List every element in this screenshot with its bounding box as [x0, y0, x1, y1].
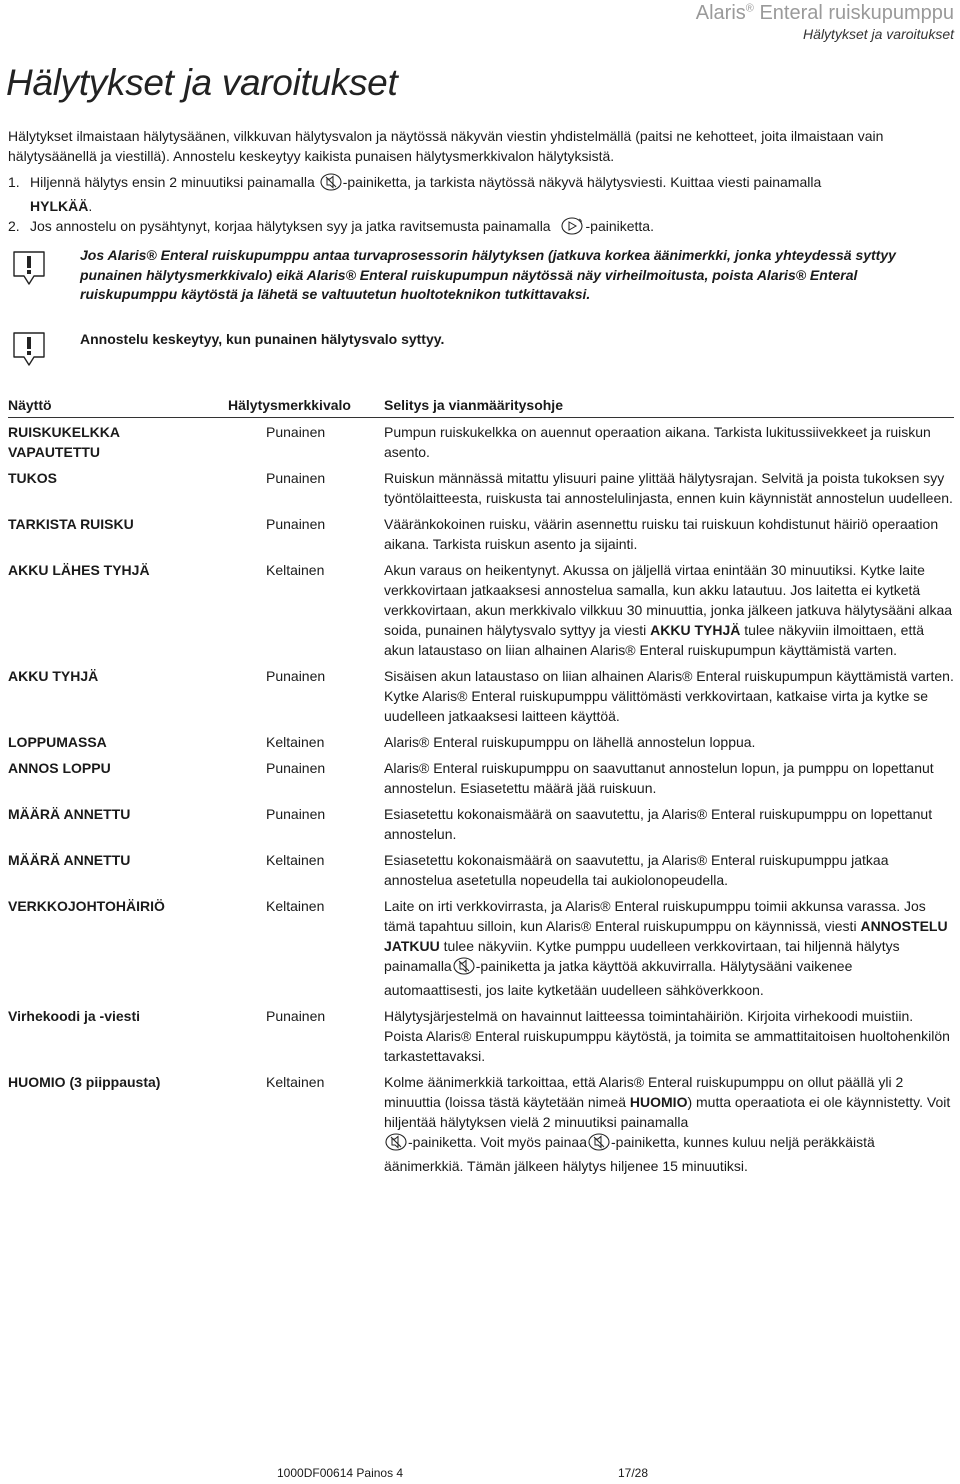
step-2-text-pre: Jos annostelu on pysähtynyt, korjaa hälytyksen syy ja jatka ravitsemusta painamalla	[30, 218, 551, 234]
row-description: Ruiskun männässä mitattu ylisuuri paine ylittää hälytysrajan. Selvitä ja poista tukoksen syy työntölaitteesta, ruiskusta tai annostelulinjasta, ennen kuin käynnistät annostelun uudelleen.	[384, 470, 953, 506]
row-display: Virhekoodi ja -viesti	[8, 1008, 141, 1024]
table-row	[8, 560, 954, 660]
table-row	[8, 850, 954, 890]
header-product-title: Alaris® Enteral ruiskupumppu	[695, 2, 954, 24]
table-row	[8, 468, 954, 508]
row-light: Punainen	[266, 424, 326, 440]
header-description: Selitys ja vianmääritysohje	[384, 397, 563, 413]
row-light: Punainen	[266, 1008, 326, 1024]
warning-icon	[12, 331, 46, 374]
row-display: MÄÄRÄ ANNETTU	[8, 806, 131, 822]
row-light: Punainen	[266, 470, 326, 486]
table-row	[8, 758, 954, 798]
row-description: Sisäisen akun lataustaso on liian alhainen Alaris® Enteral ruiskupumpun käyttämistä varten. Kytke Alaris® Enteral ruiskupumppu välittömästi verkkovirtaan, katkaise virta ja kytke se uudelleen jatkaaksesi laitteen käyttöä.	[384, 668, 954, 724]
footer-doc-id: 1000DF00614 Painos 4	[277, 1466, 404, 1480]
row-display: TUKOS	[8, 470, 57, 486]
table-row	[8, 514, 954, 554]
row-display: MÄÄRÄ ANNETTU	[8, 852, 131, 868]
row-description: Vääränkokoinen ruisku, väärin asennettu ruisku tai ruiskuun kohdistunut häiriö operaation aikana. Tarkista ruiskun asento ja sijainti.	[384, 516, 939, 552]
row-display: RUISKUKELKKA VAPAUTETTU	[8, 424, 120, 460]
warning-text-2: Annostelu keskeytyy, kun punainen hälytysvalo syttyy.	[80, 331, 445, 347]
row-display: AKKU TYHJÄ	[8, 668, 99, 684]
row-light: Punainen	[266, 806, 326, 822]
row-light: Punainen	[266, 760, 326, 776]
step-1-text-post: -painiketta, ja tarkista näytössä näkyvä hälytysviesti. Kuittaa viesti painamalla	[342, 174, 822, 190]
row-display: VERKKOJOHTOHÄIRIÖ	[8, 898, 165, 914]
silence-icon	[385, 1133, 407, 1156]
row-light: Punainen	[266, 516, 326, 532]
run-icon	[561, 217, 585, 241]
row-description: Esiasetettu kokonaismäärä on saavutettu, ja Alaris® Enteral ruiskupumppu jatkaa annostelua asetetulla nopeudella tai aukiolonopeudella.	[384, 852, 889, 888]
footer-page-number: 17/28	[618, 1466, 649, 1480]
row-display: LOPPUMASSA	[8, 734, 107, 750]
row-light: Keltainen	[266, 562, 325, 578]
row-light: Keltainen	[266, 734, 325, 750]
header-section-title: Hälytykset ja varoitukset	[803, 26, 954, 42]
step-1: 1. Hiljennä hälytys ensin 2 minuutiksi painamalla -painiketta, ja tarkista näytössä näkyvä hälytysviesti. Kuittaa viesti painamalla HYLKÄÄ.	[8, 174, 822, 214]
table-header	[8, 395, 954, 418]
warning-icon	[12, 250, 46, 293]
alarm-table	[8, 395, 954, 1176]
table-row	[8, 666, 954, 726]
table-row	[8, 1072, 954, 1176]
row-description: Laite on irti verkkovirrasta, ja Alaris® Enteral ruiskupumppu toimii akkunsa varassa. Jos tämä tapahtuu silloin, kun Alaris® Enteral ruiskupumppu on käynnissä, viesti ANNOSTELU JATKUU tulee näkyviin. Kytke pumppu uudelleen verkkovirtaan, tai hiljennä hälytys painamalla -painiketta ja jatka käyttöä akkuvirralla. Hälytysääni vaikenee automaattisesti, jos laite kytketään uudelleen sähköverkkoon.	[384, 898, 948, 998]
table-row	[8, 804, 954, 844]
row-description: Hälytysjärjestelmä on havainnut laitteessa toimintahäiriön. Kirjoita virhekoodi muistiin. Poista Alaris® Enteral ruiskupumppu käytöstä, ja toimita se ammattitaitoisen huoltohenkilön tarkastettavaksi.	[384, 1008, 950, 1064]
header-display: Näyttö	[8, 397, 52, 413]
table-row	[8, 1006, 954, 1066]
silence-icon	[453, 957, 475, 980]
step-2-text-post: -painiketta.	[585, 218, 654, 234]
silence-icon	[588, 1133, 610, 1156]
intro-paragraph: Hälytykset ilmaistaan hälytysäänen, vilkkuvan hälytysvalon ja näytössä näkyvän viestin yhdistelmällä (paitsi ne kehotteet, joita ilmaistaan vain hälytysäänellä ja viestillä). Annostelu keskeytyy kaikista punaisen hälytysmerkkivalon hälytyksistä.	[8, 128, 884, 164]
warning-text-1: Jos Alaris® Enteral ruiskupumppu antaa turvaprosessorin hälytyksen (jatkuva korkea äänimerkki, jonka yhteydessä syttyy punainen hälytysmerkkivalo) eikä Alaris® Enteral ruiskupumpun näytössä näy virheilmoitusta, poista Alaris® Enteral ruiskupumppu käytöstä ja lähetä se valtuutetun huoltoteknikon tutkittavaksi.	[80, 247, 896, 302]
row-description: Esiasetettu kokonaismäärä on saavutettu, ja Alaris® Enteral ruiskupumppu on lopettanut annostelun.	[384, 806, 933, 842]
table-row	[8, 896, 954, 1000]
row-description: Pumpun ruiskukelkka on auennut operaation aikana. Tarkista lukitussiivekkeet ja ruiskun asento.	[384, 424, 931, 460]
row-display: ANNOS LOPPU	[8, 760, 111, 776]
row-description: Alaris® Enteral ruiskupumppu on saavuttanut annostelun lopun, ja pumppu on lopettanut annostelun. Esiasetettu määrä jää ruiskuun.	[384, 760, 934, 796]
header-light: Hälytysmerkkivalo	[228, 397, 351, 413]
row-light: Keltainen	[266, 852, 325, 868]
row-description: Kolme äänimerkkiä tarkoittaa, että Alaris® Enteral ruiskupumppu on ollut päällä yli 2 minuuttia (loissa tästä käytetään nimeä HUOMIO) mutta operaatiota ei ole käynnistetty. Voit hiljentää hälytyksen vielä 2 minuutiksi painamalla -painiketta. Voit myös painaa -painiketta, kunnes kuluu neljä peräkkäistä äänimerkkiä. Tämän jälkeen hälytys hiljenee 15 minuutiksi.	[384, 1074, 951, 1174]
step-2	[8, 217, 953, 241]
row-display: AKKU LÄHES TYHJÄ	[8, 562, 150, 578]
table-row	[8, 732, 954, 752]
step-1-number: 1.	[8, 174, 20, 190]
row-light: Keltainen	[266, 898, 325, 914]
row-description: Alaris® Enteral ruiskupumppu on lähellä annostelun loppua.	[384, 734, 756, 750]
row-light: Punainen	[266, 668, 326, 684]
silence-icon	[320, 173, 342, 197]
table-row	[8, 422, 954, 462]
row-display: TARKISTA RUISKU	[8, 516, 134, 532]
row-description: Akun varaus on heikentynyt. Akussa on jäljellä virtaa enintään 30 minuutiksi. Kytke laite verkkovirtaan jatkaaksesi annostelua samalla, kun akku latautuu. Jos laitetta ei kytketä verkkovirtaan, akun merkkivalo vilkkuu 30 minuuttia, jonka jälkeen jatkuva hälytysääni alkaa soida, punainen hälytysvalo syttyy ja viesti AKKU TYHJÄ tulee näkyviin ilmoittaen, että akun lataustaso on liian alhainen Alaris® Enteral ruiskupumpun käyttämistä varten.	[384, 562, 953, 658]
row-display: HUOMIO (3 piippausta)	[8, 1074, 161, 1090]
step-2-number: 2.	[8, 218, 20, 234]
row-light: Keltainen	[266, 1074, 325, 1090]
step-1-bold-word: HYLKÄÄ	[30, 197, 89, 214]
step-1-text-pre: Hiljennä hälytys ensin 2 minuutiksi painamalla	[30, 174, 315, 190]
page-title: Hälytykset ja varoitukset	[6, 62, 398, 103]
